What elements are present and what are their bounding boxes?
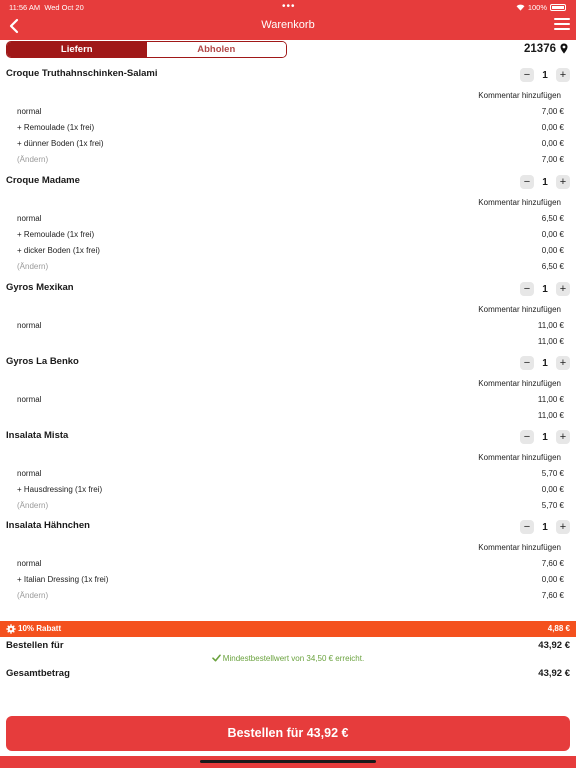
quantity-stepper [520, 356, 570, 370]
postcode[interactable]: 21376 [524, 43, 556, 55]
increase-button[interactable]: + [556, 175, 570, 189]
item-line: + Italian Dressing (1x frei) 0,00 € [17, 575, 564, 584]
order-for-label: Bestellen für [6, 640, 64, 651]
increase-button[interactable]: + [556, 356, 570, 370]
quantity-value: 1 [542, 521, 548, 533]
item-line: + Remoulade (1x frei) 0,00 € [17, 123, 564, 132]
total-row [6, 668, 570, 679]
item-line: + dicker Boden (1x frei) 0,00 € [17, 246, 564, 255]
quantity-stepper [520, 520, 570, 534]
total-label: Gesamtbetrag [6, 668, 70, 679]
item-name: Insalata Hähnchen [6, 520, 90, 531]
status-indicators [516, 3, 566, 12]
multitask-dots[interactable]: ••• [282, 1, 296, 12]
order-for-row [6, 640, 570, 651]
item-line: + dünner Boden (1x frei) 0,00 € [17, 139, 564, 148]
place-order-button[interactable]: Bestellen für 43,92 € [6, 716, 570, 751]
quantity-value: 1 [542, 176, 548, 188]
order-for-value: 43,92 € [538, 640, 570, 651]
item-name: Gyros La Benko [6, 356, 79, 367]
item-line: 11,00 € [537, 411, 564, 420]
decrease-button[interactable]: − [520, 282, 534, 296]
change-item-link[interactable]: (Ändern) 7,60 € [17, 591, 564, 600]
item-name: Insalata Mista [6, 430, 69, 441]
add-comment-link[interactable]: Kommentar hinzufügen [478, 453, 561, 462]
wifi-icon [516, 4, 525, 11]
total-value: 43,92 € [538, 668, 570, 679]
item-line: normal 5,70 € [17, 469, 564, 478]
minimum-order-note: Mindestbestellwert von 34,50 € erreicht. [0, 654, 576, 663]
item-line: + Remoulade (1x frei) 0,00 € [17, 230, 564, 239]
item-line: normal 7,00 € [17, 107, 564, 116]
gear-badge-icon [6, 624, 16, 634]
quantity-stepper [520, 430, 570, 444]
add-comment-link[interactable]: Kommentar hinzufügen [478, 379, 561, 388]
quantity-value: 1 [542, 357, 548, 369]
add-comment-link[interactable]: Kommentar hinzufügen [478, 543, 561, 552]
increase-button[interactable]: + [556, 520, 570, 534]
delivery-mode-toggle [6, 41, 287, 58]
change-item-link[interactable]: (Ändern) 6,50 € [17, 262, 564, 271]
quantity-stepper [520, 175, 570, 189]
add-comment-link[interactable]: Kommentar hinzufügen [478, 91, 561, 100]
discount-label: 10% Rabatt [18, 624, 62, 633]
increase-button[interactable]: + [556, 68, 570, 82]
item-line: normal 7,60 € [17, 559, 564, 568]
quantity-stepper [520, 282, 570, 296]
home-indicator[interactable] [200, 760, 376, 763]
quantity-stepper [520, 68, 570, 82]
quantity-value: 1 [542, 431, 548, 443]
checkmark-icon [212, 654, 221, 662]
item-name: Croque Truthahnschinken-Salami [6, 68, 158, 79]
battery-percent: 100% [527, 3, 547, 12]
battery-icon [550, 4, 566, 11]
change-item-link[interactable]: (Ändern) 7,00 € [17, 155, 564, 164]
decrease-button[interactable]: − [520, 68, 534, 82]
discount-bar [0, 621, 576, 637]
add-comment-link[interactable]: Kommentar hinzufügen [478, 305, 561, 314]
tab-liefern[interactable]: Liefern [7, 42, 147, 57]
decrease-button[interactable]: − [520, 356, 534, 370]
increase-button[interactable]: + [556, 282, 570, 296]
item-line: + Hausdressing (1x frei) 0,00 € [17, 485, 564, 494]
status-bar [0, 0, 576, 14]
item-line: normal 6,50 € [17, 214, 564, 223]
decrease-button[interactable]: − [520, 520, 534, 534]
item-line: 11,00 € [537, 337, 564, 346]
page-title: Warenkorb [261, 19, 315, 31]
discount-value: 4,88 € [547, 624, 570, 633]
tab-abholen[interactable]: Abholen [147, 42, 287, 57]
item-name: Gyros Mexikan [6, 282, 74, 293]
decrease-button[interactable]: − [520, 175, 534, 189]
hamburger-menu-icon [554, 18, 570, 20]
item-line: normal 11,00 € [17, 395, 564, 404]
change-item-link[interactable]: (Ändern) 5,70 € [17, 501, 564, 510]
item-line: normal 11,00 € [17, 321, 564, 330]
increase-button[interactable]: + [556, 430, 570, 444]
quantity-value: 1 [542, 69, 548, 81]
menu-button[interactable] [554, 18, 570, 32]
decrease-button[interactable]: − [520, 430, 534, 444]
location-pin-icon[interactable] [560, 43, 568, 54]
item-name: Croque Madame [6, 175, 80, 186]
quantity-value: 1 [542, 283, 548, 295]
status-time: 11:56 AM Wed Oct 20 [9, 3, 84, 12]
add-comment-link[interactable]: Kommentar hinzufügen [478, 198, 561, 207]
app-header [0, 0, 576, 40]
